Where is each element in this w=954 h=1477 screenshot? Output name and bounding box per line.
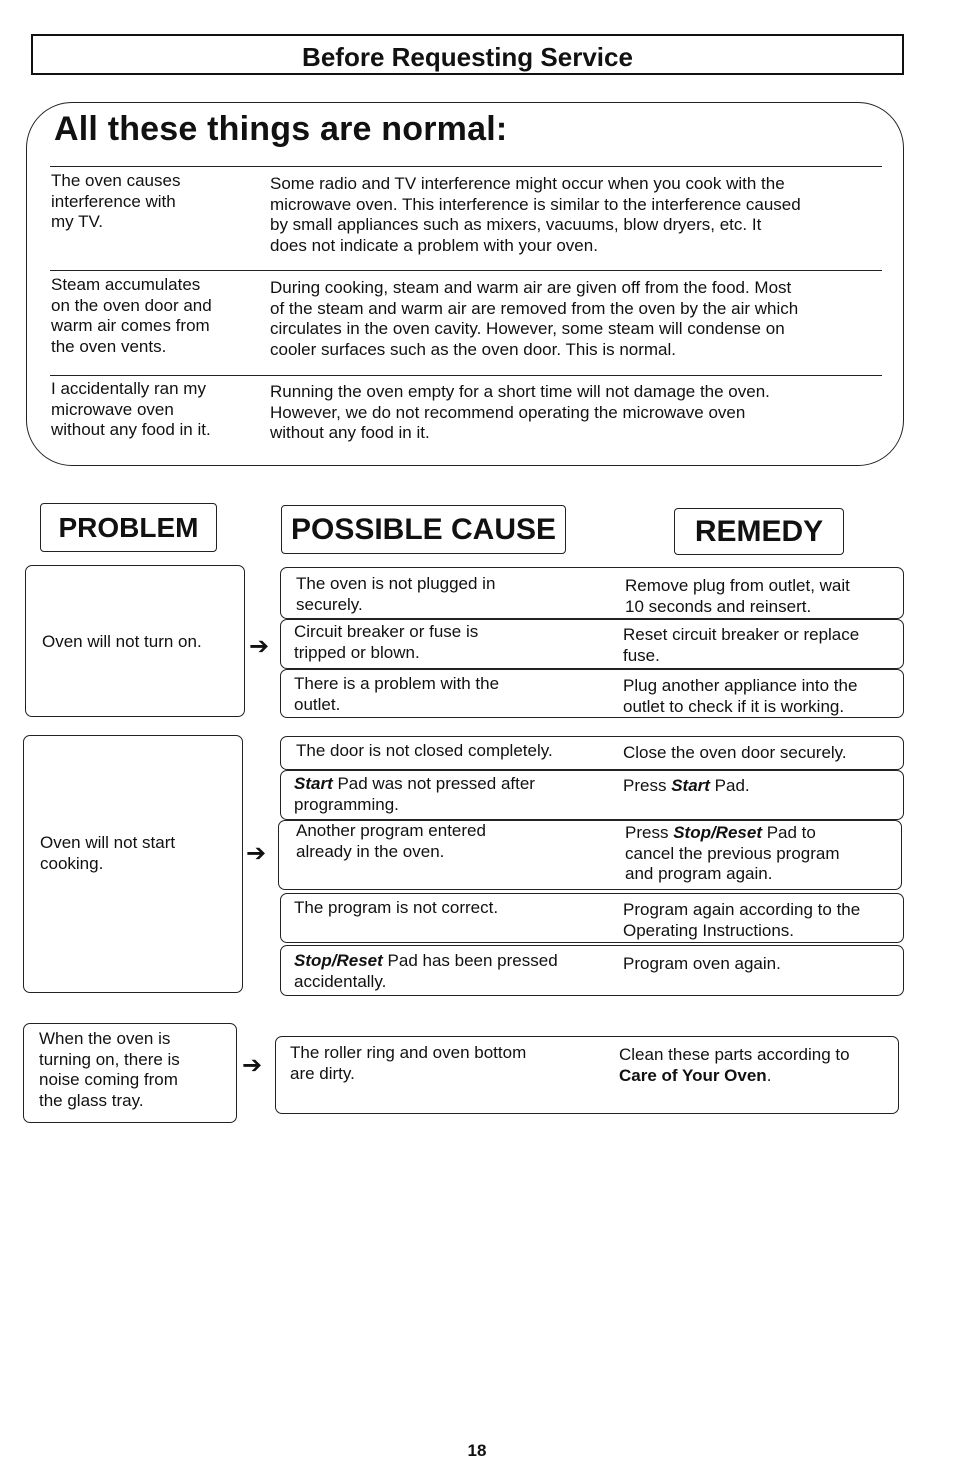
remedy-text: Remove plug from outlet, wait 10 seconds and reinsert. bbox=[625, 576, 850, 616]
problem-text: Oven will not turn on. bbox=[42, 632, 202, 651]
page-number: 18 bbox=[467, 1441, 487, 1460]
stop-reset-pad-label: Stop/Reset bbox=[673, 823, 762, 842]
remedy-text: Reset circuit breaker or replace fuse. bbox=[623, 625, 860, 665]
problem-text: When the oven is turning on, there is noise coming from the glass tray. bbox=[39, 1029, 180, 1110]
divider bbox=[50, 375, 882, 376]
normal-things-title: All these things are normal: bbox=[54, 110, 508, 148]
remedy-column-header bbox=[674, 508, 844, 555]
cause-text: Circuit breaker or fuse is tripped or blown. bbox=[294, 622, 479, 662]
normal-item: I accidentally ran my microwave oven without any food in it. bbox=[51, 379, 211, 440]
cause-text: There is a problem with the outlet. bbox=[294, 674, 500, 714]
remedy-text: Plug another appliance into the outlet to check if it is working. bbox=[623, 676, 858, 716]
cause-text: The door is not closed completely. bbox=[296, 741, 553, 760]
remedy-text: Close the oven door securely. bbox=[623, 743, 847, 762]
cause-label: POSSIBLE CAUSE bbox=[290, 513, 557, 546]
cause-column-header bbox=[281, 505, 566, 554]
cause-text: Another program entered already in the oven. bbox=[296, 821, 486, 861]
cause-text bbox=[294, 774, 614, 815]
cause-text-rest: Pad was not pressed after programming. bbox=[294, 774, 535, 814]
right-arrow-icon: ➔ bbox=[249, 633, 270, 660]
start-pad-label: Start bbox=[294, 774, 333, 793]
divider bbox=[50, 166, 882, 167]
care-of-your-oven-reference: Care of Your Oven bbox=[619, 1065, 767, 1085]
normal-explanation: Some radio and TV interference might occur when you cook with the microwave oven. This interference is similar to the interference caused by small appliances such as mixers, vacuums, blow dryers, etc. It does not indicate a problem with your oven. bbox=[270, 174, 801, 255]
normal-item: Steam accumulates on the oven door and warm air comes from the oven vents. bbox=[51, 275, 212, 356]
cause-text: The roller ring and oven bottom are dirty. bbox=[290, 1043, 527, 1083]
normal-explanation: Running the oven empty for a short time will not damage the oven. However, we do not recommend operating the microwave oven without any food in it. bbox=[270, 382, 770, 443]
normal-explanation: During cooking, steam and warm air are given off from the food. Most of the steam and warm air are removed from the oven by the air which circulates in the oven cavity. However, some steam will condense on cooler surfaces such as the oven door. This is normal. bbox=[270, 278, 799, 359]
stop-reset-pad-label: Stop/Reset bbox=[294, 951, 383, 970]
remedy-text: Program again according to the Operating Instructions. bbox=[623, 900, 861, 940]
cause-text: The program is not correct. bbox=[294, 898, 499, 917]
problem-text: Oven will not start cooking. bbox=[40, 833, 176, 873]
cause-text bbox=[294, 951, 614, 992]
remedy-text bbox=[623, 776, 898, 797]
remedy-text bbox=[619, 1045, 894, 1086]
cause-text-rest: Pad has been pressed accidentally. bbox=[294, 951, 558, 991]
start-pad-label: Start bbox=[671, 776, 710, 795]
problem-column-header bbox=[40, 503, 217, 552]
remedy-text-post: . bbox=[766, 1065, 772, 1085]
section-header bbox=[31, 34, 904, 75]
remedy-label: REMEDY bbox=[694, 515, 824, 548]
remedy-text: Program oven again. bbox=[623, 954, 781, 973]
section-title: Before Requesting Service bbox=[302, 42, 633, 72]
problem-label: PROBLEM bbox=[58, 512, 199, 543]
divider bbox=[50, 270, 882, 271]
cause-text: The oven is not plugged in securely. bbox=[296, 574, 496, 614]
remedy-text bbox=[625, 823, 900, 885]
remedy-text-post: Pad. bbox=[709, 776, 750, 795]
normal-item: The oven causes interference with my TV. bbox=[51, 171, 181, 232]
remedy-text-pre: Press bbox=[625, 823, 674, 842]
remedy-text-pre: Press bbox=[623, 776, 672, 795]
remedy-text-post: Pad to cancel the previous program and program again. bbox=[625, 823, 840, 884]
right-arrow-icon: ➔ bbox=[242, 1052, 263, 1079]
remedy-text-pre: Clean these parts according to bbox=[619, 1045, 850, 1064]
right-arrow-icon: ➔ bbox=[246, 840, 267, 867]
